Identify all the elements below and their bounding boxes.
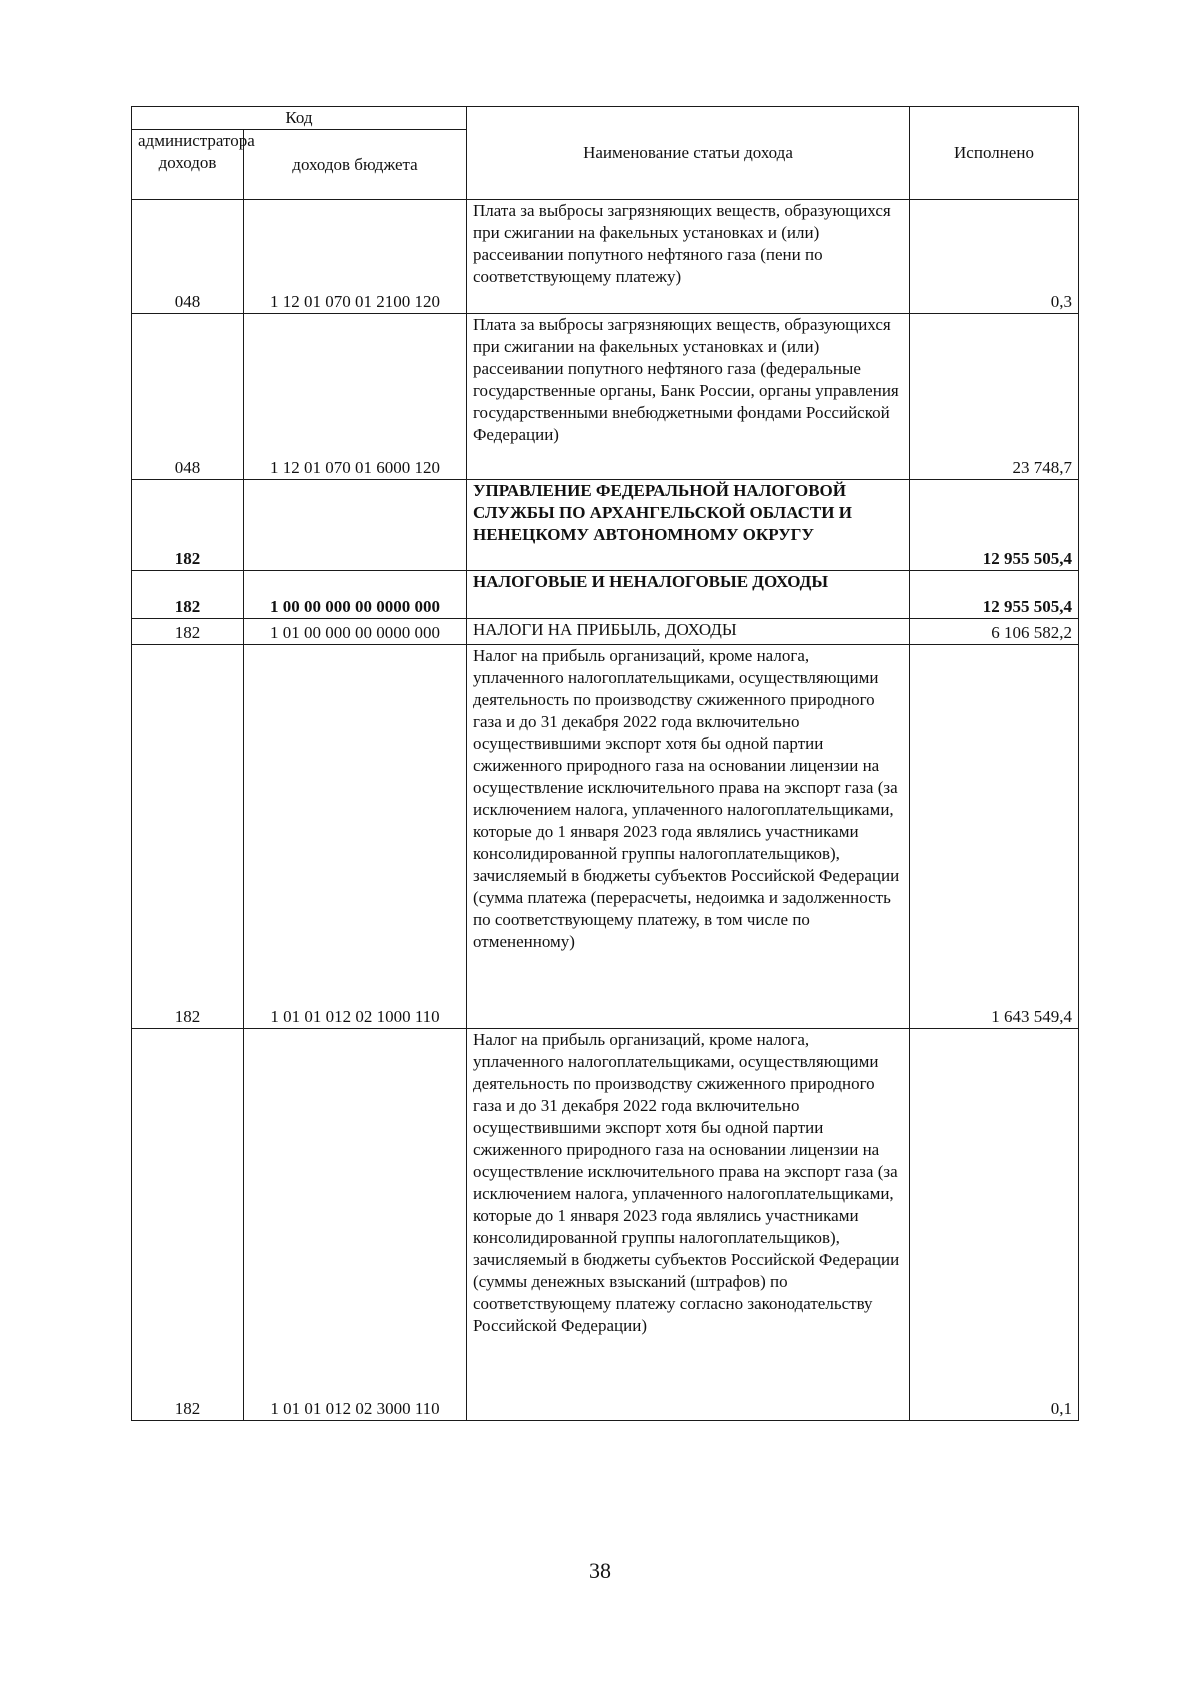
header-income-code: доходов бюджета	[244, 130, 467, 200]
header-code-group: Код	[132, 107, 467, 130]
table-row	[132, 314, 1079, 480]
item-name: УПРАВЛЕНИЕ ФЕДЕРАЛЬНОЙ НАЛОГОВОЙ СЛУЖБЫ ПО АРХАНГЕЛЬСКОЙ ОБЛАСТИ И НЕНЕЦКОМУ АВТОНОМНОМУ ОКРУГУ	[467, 480, 910, 571]
income-code: 1 12 01 070 01 2100 120	[244, 200, 467, 314]
income-code: 1 00 00 000 00 0000 000	[244, 571, 467, 619]
admin-code: 182	[132, 571, 244, 619]
income-code: 1 12 01 070 01 6000 120	[244, 314, 467, 480]
executed-amount: 23 748,7	[910, 314, 1079, 480]
executed-amount: 12 955 505,4	[910, 571, 1079, 619]
admin-code: 048	[132, 314, 244, 480]
executed-amount: 0,1	[910, 1029, 1079, 1421]
income-code: 1 01 00 000 00 0000 000	[244, 619, 467, 645]
executed-amount: 0,3	[910, 200, 1079, 314]
budget-revenue-table	[131, 106, 1079, 1421]
income-code	[244, 480, 467, 571]
executed-amount: 12 955 505,4	[910, 480, 1079, 571]
executed-amount: 6 106 582,2	[910, 619, 1079, 645]
table-row	[132, 1029, 1079, 1421]
table-row	[132, 645, 1079, 1029]
admin-code: 182	[132, 645, 244, 1029]
item-name: Налог на прибыль организаций, кроме налога, уплаченного налогоплательщиками, осуществляющими деятельность по производству сжиженного природного газа и до 31 декабря 2022 года включительно осуществившими экспорт хотя бы одной партии сжиженного природного газа на основании лицензии на осуществление исключительного права на экспорт газа (за исключением налога, уплаченного налогоплательщиками, которые до 1 января 2023 года являлись участниками консолидированной группы налогоплательщиков), зачисляемый в бюджеты субъектов Российской Федерации (сумма платежа (перерасчеты, недоимка и задолженность по соответствующему платежу, в том числе по отмененному)	[467, 645, 910, 1029]
admin-code: 182	[132, 1029, 244, 1421]
header-name: Наименование статьи дохода	[467, 107, 910, 200]
table-row	[132, 571, 1079, 619]
table-row	[132, 619, 1079, 645]
table-row	[132, 480, 1079, 571]
income-code: 1 01 01 012 02 1000 110	[244, 645, 467, 1029]
page-number: 38	[589, 1558, 611, 1583]
income-code: 1 01 01 012 02 3000 110	[244, 1029, 467, 1421]
executed-amount: 1 643 549,4	[910, 645, 1079, 1029]
header-admin: администратора доходов	[132, 130, 244, 200]
header-executed: Исполнено	[910, 107, 1079, 200]
item-name: Плата за выбросы загрязняющих веществ, образующихся при сжигании на факельных установках и (или) рассеивании попутного нефтяного газа (пени по соответствующему платежу)	[467, 200, 910, 314]
admin-code: 048	[132, 200, 244, 314]
table-row	[132, 200, 1079, 314]
admin-code: 182	[132, 619, 244, 645]
item-name: Налог на прибыль организаций, кроме налога, уплаченного налогоплательщиками, осуществляющими деятельность по производству сжиженного природного газа и до 31 декабря 2022 года включительно осуществившими экспорт хотя бы одной партии сжиженного природного газа на основании лицензии на осуществление исключительного права на экспорт газа (за исключением налога, уплаченного налогоплательщиками, которые до 1 января 2023 года являлись участниками консолидированной группы налогоплательщиков), зачисляемый в бюджеты субъектов Российской Федерации (суммы денежных взысканий (штрафов) по соответствующему платежу согласно законодательству Российской Федерации)	[467, 1029, 910, 1421]
admin-code: 182	[132, 480, 244, 571]
item-name: НАЛОГОВЫЕ И НЕНАЛОГОВЫЕ ДОХОДЫ	[467, 571, 910, 619]
item-name: Плата за выбросы загрязняющих веществ, образующихся при сжигании на факельных установках и (или) рассеивании попутного нефтяного газа (федеральные государственные органы, Банк России, органы управления государственными внебюджетными фондами Российской Федерации)	[467, 314, 910, 480]
item-name: НАЛОГИ НА ПРИБЫЛЬ, ДОХОДЫ	[467, 619, 910, 645]
